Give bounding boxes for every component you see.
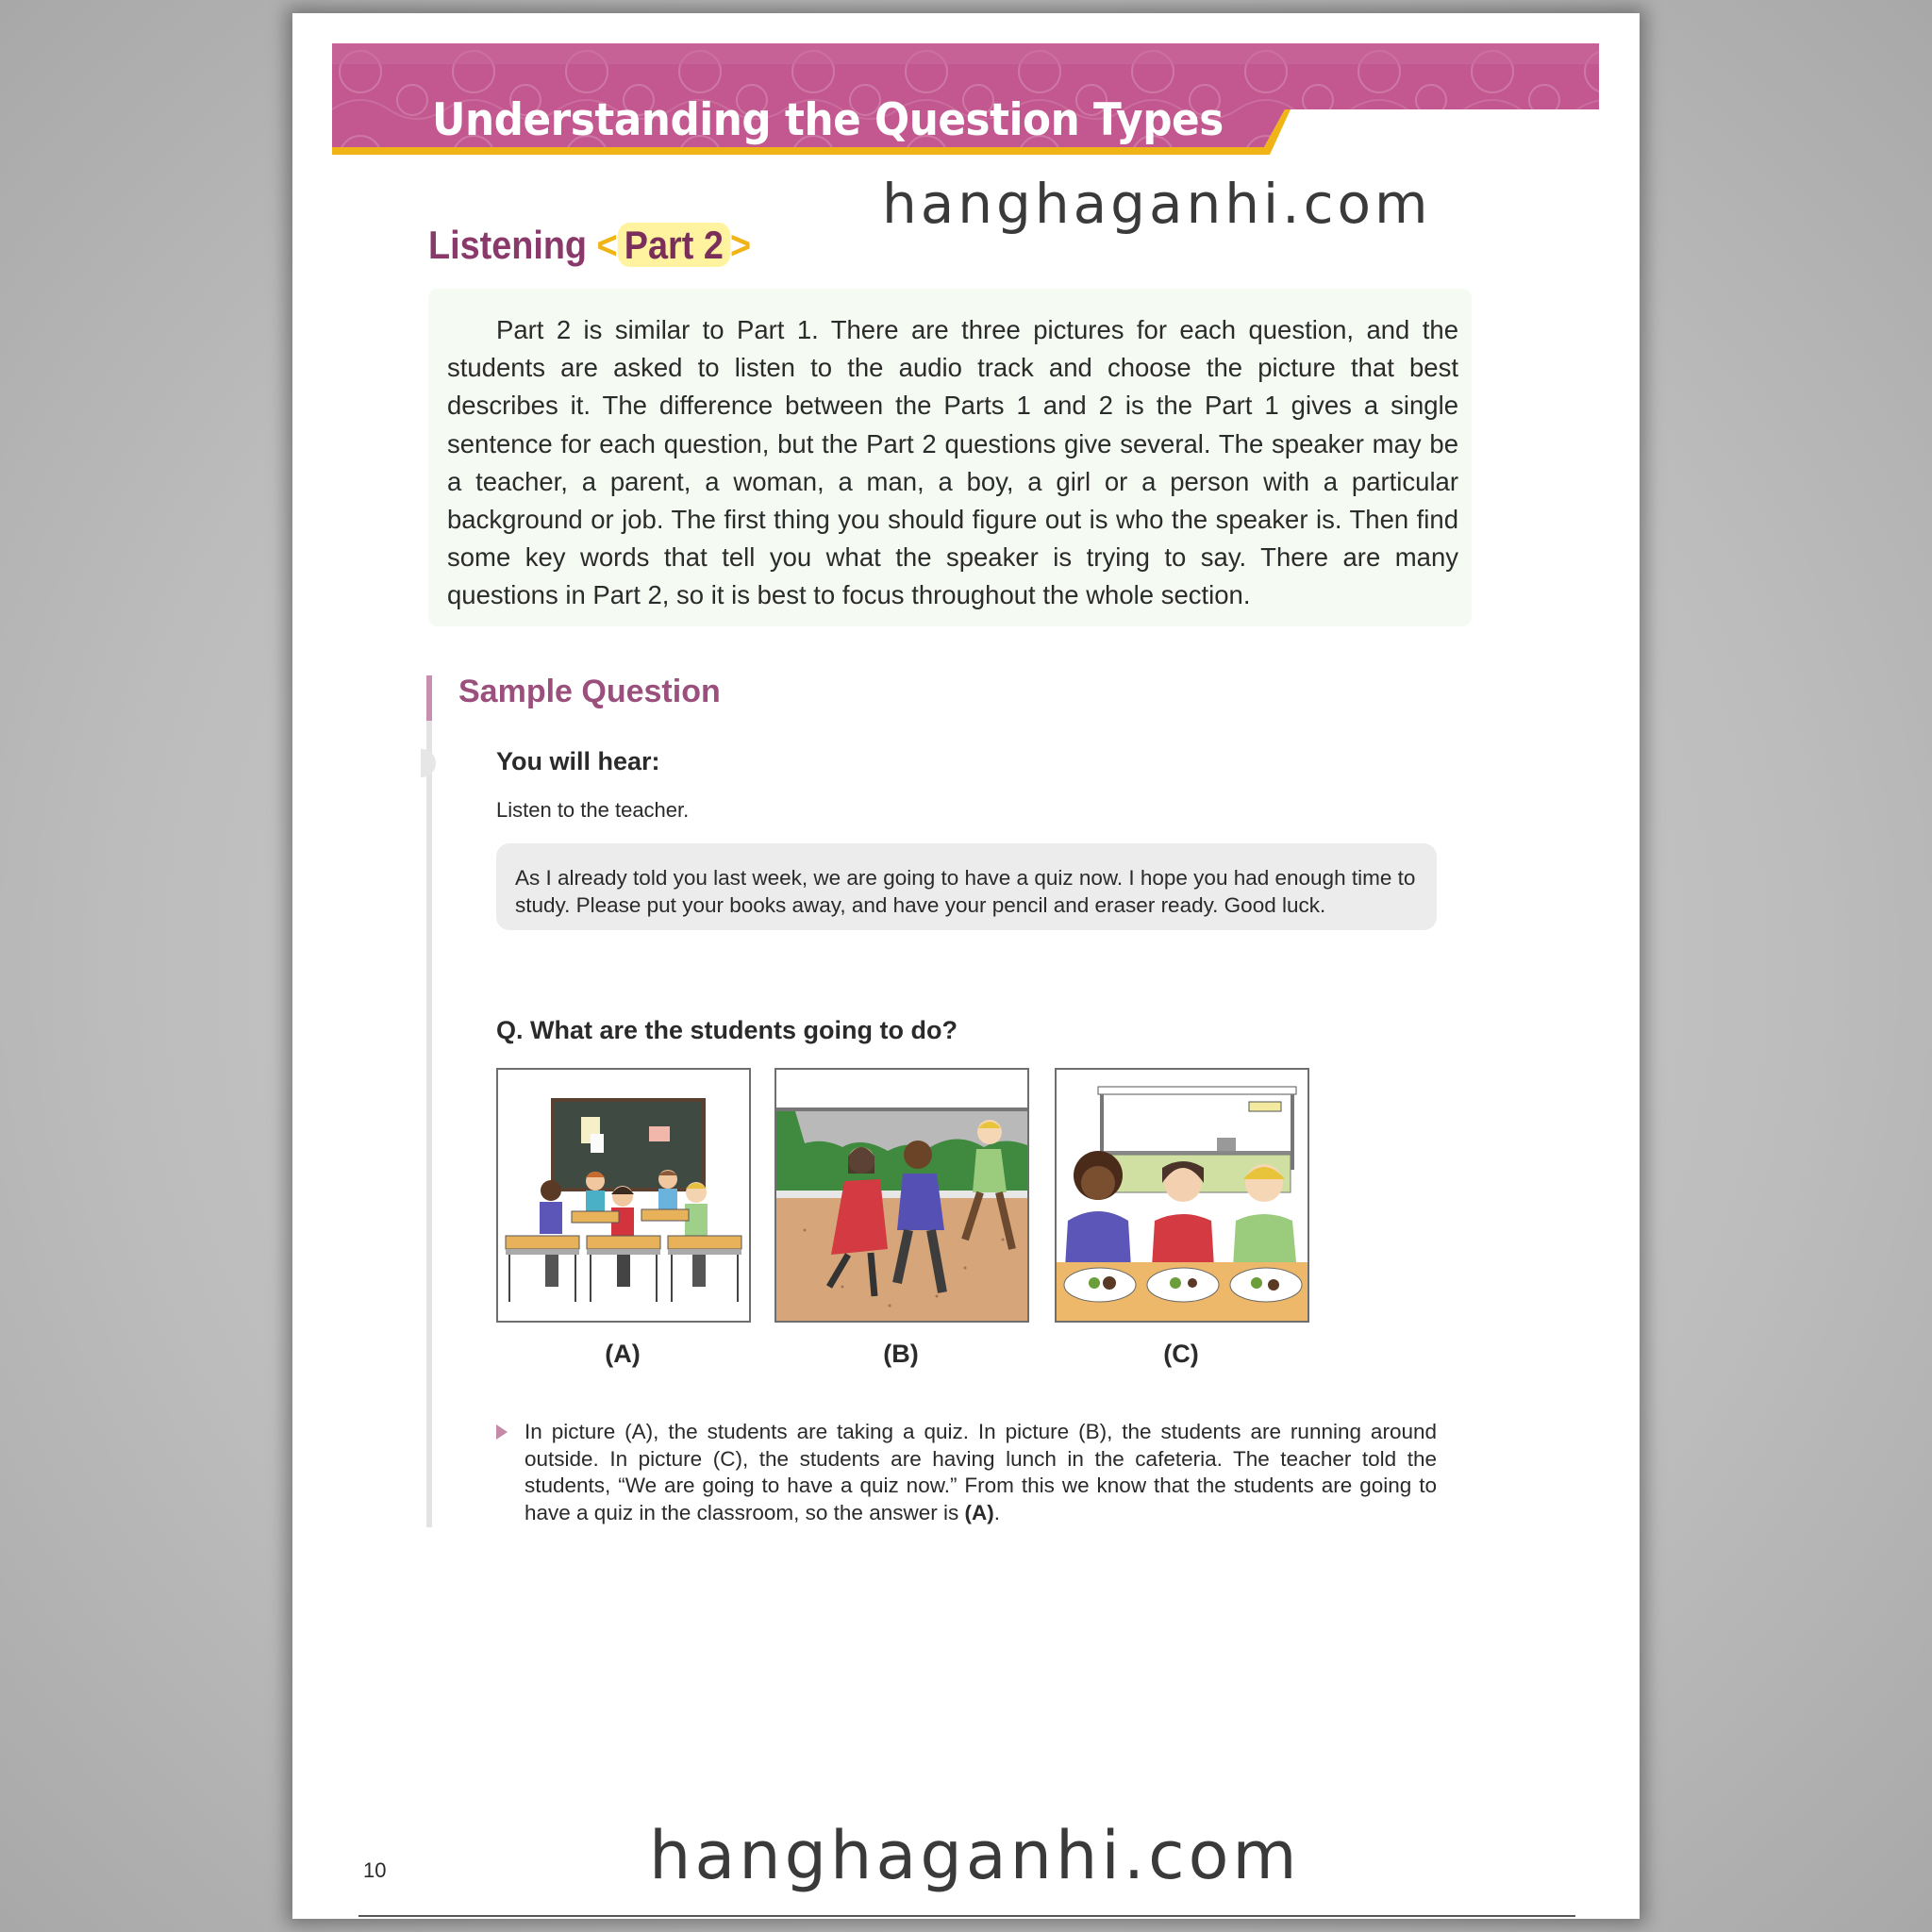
section-heading xyxy=(428,223,751,268)
explanation-text xyxy=(525,1419,1437,1526)
chevron-left-icon: < xyxy=(596,223,618,267)
option-label-c: (C) xyxy=(1163,1340,1199,1368)
question-text: Q. What are the students going to do? xyxy=(496,1016,958,1044)
audio-script-box xyxy=(496,843,1437,930)
playground-illustration-icon xyxy=(776,1070,1027,1321)
page-number: 10 xyxy=(363,1858,387,1882)
sample-question-title: Sample Question xyxy=(458,674,721,709)
chevron-right-icon: > xyxy=(730,223,752,267)
answer-highlight: (A) xyxy=(964,1500,994,1524)
classroom-illustration-icon xyxy=(498,1070,749,1321)
audio-script-text: As I already told you last week, we are going to have a quiz now. I hope you had enough time to study. Please put your books away, and have your pencil and eraser ready. Good luck. xyxy=(515,866,1416,917)
cafeteria-illustration-icon xyxy=(1057,1070,1307,1321)
option-picture-c[interactable] xyxy=(1055,1068,1309,1323)
option-picture-a[interactable] xyxy=(496,1068,751,1323)
explanation-body: In picture (A), the students are taking a quiz. In picture (B), the students are running around outside. In picture (C), the students are having lunch in the cafeteria. The teacher told the students, “We are going to have a quiz now.” From this we know that the students are going to have a quiz in the classroom, so the answer is xyxy=(525,1420,1437,1524)
option-label-b: (B) xyxy=(883,1340,919,1368)
intro-text: Part 2 is similar to Part 1. There are three pictures for each question, and the students are asked to listen to the audio track and choose the picture that best describes it. The difference between the Parts 1 and 2 is the Part 1 gives a single sentence for each question, but the Part 2 questions give several. The speaker may be a teacher, a parent, a woman, a man, a boy, a girl or a person with a particular background or job. The first thing you should figure out is who the speaker is. Then find some key words that tell you what the speaker is trying to say. There are many questions in Part 2, so it is best to focus throughout the whole section. xyxy=(447,315,1458,610)
option-label-a: (A) xyxy=(605,1340,641,1368)
you-will-hear-label: You will hear: xyxy=(496,747,660,775)
section-heading-label: Listening xyxy=(428,223,588,267)
part-badge: Part 2 xyxy=(618,223,730,267)
option-picture-b[interactable] xyxy=(774,1068,1029,1323)
watermark-bottom: hanghaganhi.com xyxy=(649,1817,1301,1894)
explanation-end: . xyxy=(993,1500,1000,1524)
sample-side-tab xyxy=(421,749,436,777)
sample-accent-bar xyxy=(426,675,432,721)
footer-rule xyxy=(358,1915,1575,1917)
intro-box xyxy=(428,289,1472,626)
chapter-title: Understanding the Question Types xyxy=(432,94,1224,146)
triangle-bullet-icon xyxy=(496,1424,508,1440)
book-page xyxy=(292,13,1640,1919)
watermark-top: hanghaganhi.com xyxy=(882,172,1432,236)
audio-instruction: Listen to the teacher. xyxy=(496,798,690,822)
sample-side-line xyxy=(426,721,432,1527)
chapter-banner xyxy=(332,43,1599,157)
